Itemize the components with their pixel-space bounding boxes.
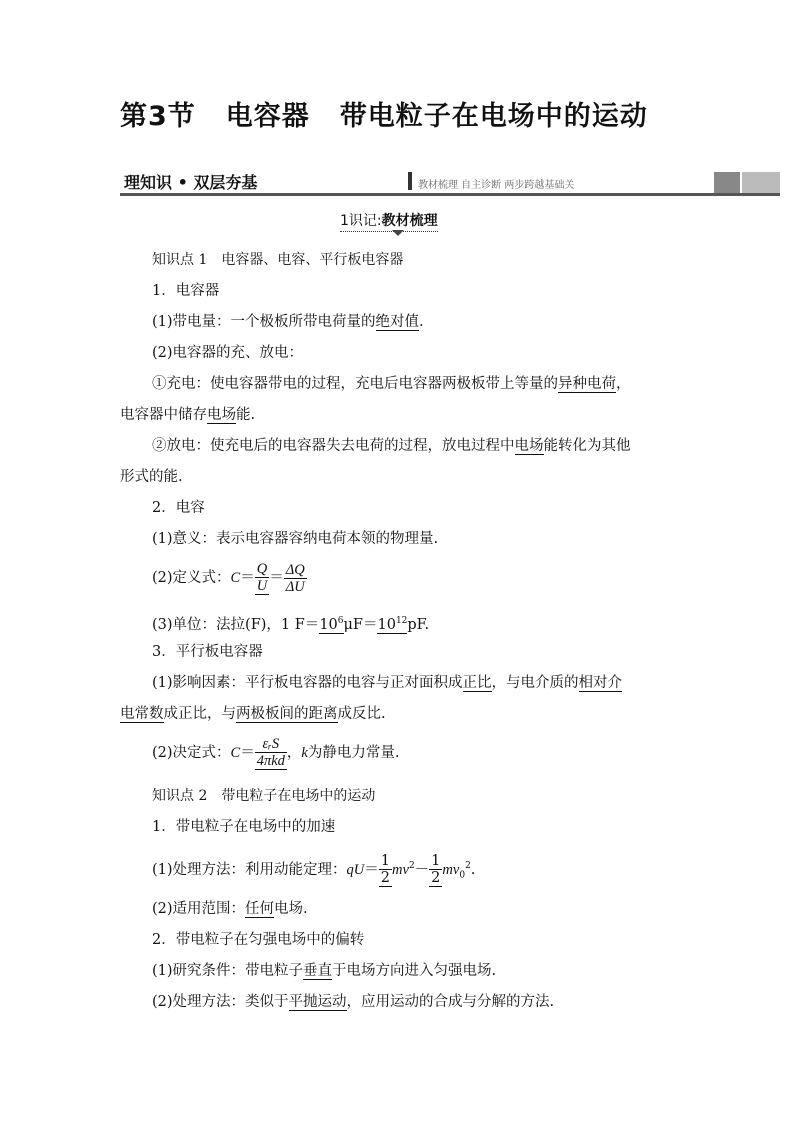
k2-method-formula: (1)处理方法：利用动能定理：qU＝ $\frac{1}{2}$ $mv^2-$ $\frac{1}{2}$ $mv_0^2$.	[152, 852, 476, 886]
k1-factors-line: (1)影响因素：平行板电容器的电容与正对面积成正比，与电介质的相对介	[152, 675, 623, 691]
k1-s1-title: 1．电容器	[152, 283, 220, 299]
k1-charging-line: ①充电：使电容器带电的过程，充电后电容器两极板带上等量的异种电荷，	[152, 376, 631, 392]
k1-charging-line-2: 电容器中储存电场能.	[120, 407, 256, 423]
answer-blank: 电场	[514, 438, 544, 454]
down-triangle-icon	[392, 230, 404, 236]
k2-heading: 知识点 2 带电粒子在电场中的运动	[152, 788, 376, 804]
k1-charge-line: (1)带电量：一个极板所带电荷量的绝对值.	[152, 314, 424, 330]
answer-blank: 任何	[245, 901, 275, 917]
section-tag	[340, 210, 438, 232]
section-number: 第3节	[120, 101, 196, 132]
k1-meaning: (1)意义：表示电容器容纳电荷本领的物理量.	[152, 531, 439, 547]
banner-block-light	[742, 172, 780, 194]
k1-determining-formula: (2)决定式：C＝ $\frac{\text{εᵣS}}{\text{4πkd}}$ ，k为静电力常量.	[152, 736, 400, 769]
k2-s1-title: 1．带电粒子在电场中的加速	[152, 819, 336, 835]
k1-discharge-line-2: 形式的能.	[120, 469, 183, 485]
section-tag-prefix: 1识记:	[340, 213, 382, 229]
banner-rule	[120, 193, 780, 196]
banner-main-label: 理知识 • 双层夯基	[124, 173, 258, 192]
banner-block-dark	[714, 172, 740, 194]
section-tag-label: 教材梳理	[381, 213, 438, 229]
k2-s2-title: 2．带电粒子在匀强电场中的偏转	[152, 932, 365, 948]
answer-blank: 两极板间的距离	[236, 706, 338, 722]
k1-heading: 知识点 1 电容器、电容、平行板电容器	[152, 252, 404, 268]
answer-blank: 正比	[462, 675, 492, 691]
answer-blank: 异种电荷	[558, 376, 616, 392]
k1-definition-formula: (2)定义式：C＝ $\frac{Q}{U}$ ＝ $\frac{\Delta Q}{\Delta U}$	[152, 561, 305, 595]
k1-unit-line: (3)单位：法拉(F)，1 $F=10^6\mu F=10^{12}pF$.	[152, 616, 430, 633]
answer-blank: 平抛运动	[288, 994, 347, 1010]
k2-process-line: (2)处理方法：类似于平抛运动，应用运动的合成与分解的方法.	[152, 994, 555, 1010]
banner-divider	[408, 172, 412, 190]
answer-blank: 绝对值	[375, 314, 420, 330]
k1-s3-title: 3．平行板电容器	[152, 644, 263, 660]
k2-scope-line: (2)适用范围：任何电场.	[152, 901, 308, 917]
k1-s2-title: 2．电容	[152, 500, 205, 516]
answer-blank: 电常数	[120, 706, 164, 722]
title-part-1: 电容器	[225, 101, 310, 132]
k2-condition-line: (1)研究条件：带电粒子垂直于电场方向进入匀强电场.	[152, 963, 497, 979]
answer-blank: 垂直	[303, 963, 333, 979]
section-banner	[120, 168, 780, 196]
k1-cd-title: (2)电容器的充、放电：	[152, 345, 304, 361]
answer-blank: 电场	[207, 407, 236, 423]
k1-discharge-line: ②放电：使充电后的电容器失去电荷的过程，放电过程中电场能转化为其他	[152, 438, 631, 454]
page-title	[120, 94, 648, 133]
answer-blank: 相对介	[578, 675, 623, 691]
k1-factors-line-2: 电常数成正比，与两极板间的距离成反比.	[120, 706, 386, 722]
title-part-2: 带电粒子在电场中的运动	[339, 101, 648, 132]
banner-subtitle: 教材梳理 自主诊断 两步跨越基础关	[418, 180, 575, 191]
